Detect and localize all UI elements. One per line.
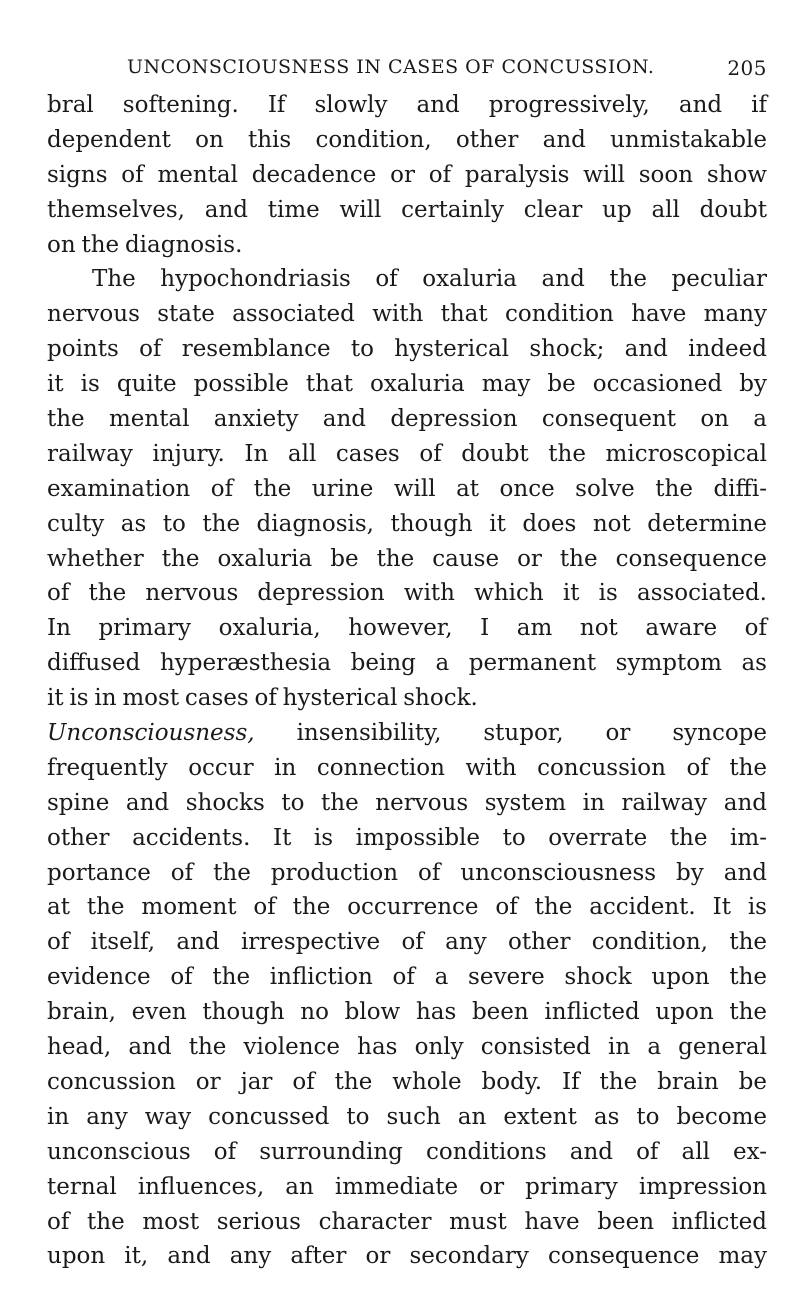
text-line: unconscious of surrounding conditions and of all ex- (47, 1138, 767, 1165)
text-line: concussion or jar of the whole body. If the brain be (47, 1068, 767, 1095)
text-line: bral softening. If slowly and progressively, and if (47, 92, 767, 118)
text-line: evidence of the infliction of a severe shock upon the (47, 964, 767, 991)
text-line: of the most serious character must have been inflicted (47, 1208, 767, 1235)
text-line: at the moment of the occurrence of the accident. It is (47, 894, 767, 921)
text-line: dependent on this condition, other and unmistakable (47, 126, 767, 153)
text-line: of itself, and irrespective of any other condition, the (47, 929, 767, 956)
text-line: spine and shocks to the nervous system in railway and (47, 789, 767, 816)
text-line: diffused hyperæsthesia being a permanent symptom as (47, 650, 767, 677)
text-line: upon it, and any after or secondary consequence may (47, 1243, 767, 1270)
section-sidehead: Unconsciousness, (47, 720, 255, 747)
text-line: nervous state associated with that condition have many (47, 301, 767, 328)
text-line: points of resemblance to hysterical shock; and indeed (47, 336, 767, 363)
text-line: railway injury. In all cases of doubt the microscopical (47, 440, 767, 467)
text-line: In primary oxaluria, however, I am not aware of (47, 615, 767, 642)
text-line: portance of the production of unconsciousness by and (47, 859, 767, 886)
text-line: examination of the urine will at once solve the diffi- (47, 475, 767, 502)
book-page (47, 56, 767, 1274)
text-line: in any way concussed to such an extent as to become (47, 1103, 767, 1130)
page-number: 205 (727, 56, 767, 80)
text-line: it is quite possible that oxaluria may be occasioned by (47, 371, 767, 398)
section-first-line-text: insensibility, stupor, or syncope (296, 720, 768, 747)
text-line: frequently occur in connection with concussion of the (47, 754, 767, 781)
body-text (47, 88, 767, 1274)
text-line: whether the oxaluria be the cause or the consequence (47, 545, 767, 572)
text-line: signs of mental decadence or of paralysis will soon show (47, 161, 767, 188)
text-line: culty as to the diagnosis, though it does not determine (47, 510, 767, 537)
text-line: other accidents. It is impossible to overrate the im- (47, 824, 767, 851)
text-line: themselves, and time will certainly clear up all doubt (47, 196, 767, 223)
text-line: the mental anxiety and depression consequent on a (47, 406, 767, 433)
running-head (47, 56, 767, 86)
text-line: it is in most cases of hysterical shock. (47, 685, 478, 712)
text-line: on the diagnosis. (47, 231, 243, 258)
text-line: brain, even though no blow has been inflicted upon the (47, 999, 767, 1026)
text-line: head, and the violence has only consisted in a general (47, 1034, 767, 1061)
running-title: UNCONSCIOUSNESS IN CASES OF CONCUSSION. (127, 56, 655, 78)
text-line: ternal influences, an immediate or primary impression (47, 1173, 767, 1200)
text-line: of the nervous depression with which it is associated. (47, 580, 767, 607)
section-first-line (47, 716, 767, 751)
paragraph-first-line: The hypochondriasis of oxaluria and the peculiar (92, 266, 767, 293)
